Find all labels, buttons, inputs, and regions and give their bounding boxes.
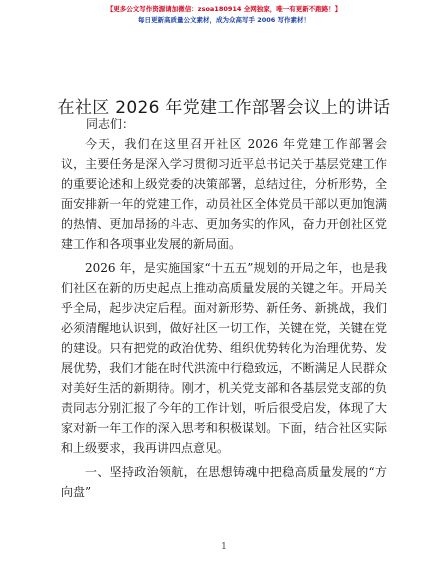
paragraph-intro: 今天，我们在这里召开社区 2026 年党建工作部署会议，主要任务是深入学习贯彻习近平总书记关于基层党建工作的重要论述和上级党委的决策部署，总结过往，分析形势，全面安排新一年的党建工作，动员社区全体党员干部以更加饱满的热情、更加昂扬的斗志、更加务实的作风，奋力开创社区党建工作和各项事业发展的新局面。 — [61, 137, 387, 251]
paragraph-context: 2026 年，是实施国家“十五五”规划的开局之年，也是我们社区在新的历史起点上推动高质量发展的关键之年。开局关乎全局，起步决定后程。面对新形势、新任务、新挑战，我们必须清醒地认识到，做好社区一切工作，关键在党，关键在党的建设。只有把党的政治优势、组织优势转化为治理优势、发展优势，我们才能在时代洪流中行稳致远，不断满足人民群众对美好生活的新期待。刚才，机关党支部和各基层党支部的负责同志分别汇报了今年的工作计划，听后很受启发，体现了大家对新一年工作的深入思考和积极谋划。下面，结合社区实际和上级要求，我再讲四点意见。 — [61, 261, 387, 455]
section-heading-1: 一、坚持政治领航，在思想铸魂中把稳高质量发展的“方向盘” — [61, 465, 387, 499]
document-body — [61, 134, 387, 506]
promo-line-wechat: 【更多公文写作资源请加微信：zsoa180914 全网独家，唯一有更新不跑路！】 — [106, 5, 342, 13]
promo-line-daily: 每日更新高质量公文素材，成为众高写手 2006 写作素材！ — [137, 16, 311, 24]
document-title: 在社区 2026 年党建工作部署会议上的讲话 — [57, 98, 391, 118]
page-number: 1 — [221, 542, 227, 552]
promo-banner — [0, 4, 448, 26]
salutation: 同志们： — [86, 117, 135, 131]
